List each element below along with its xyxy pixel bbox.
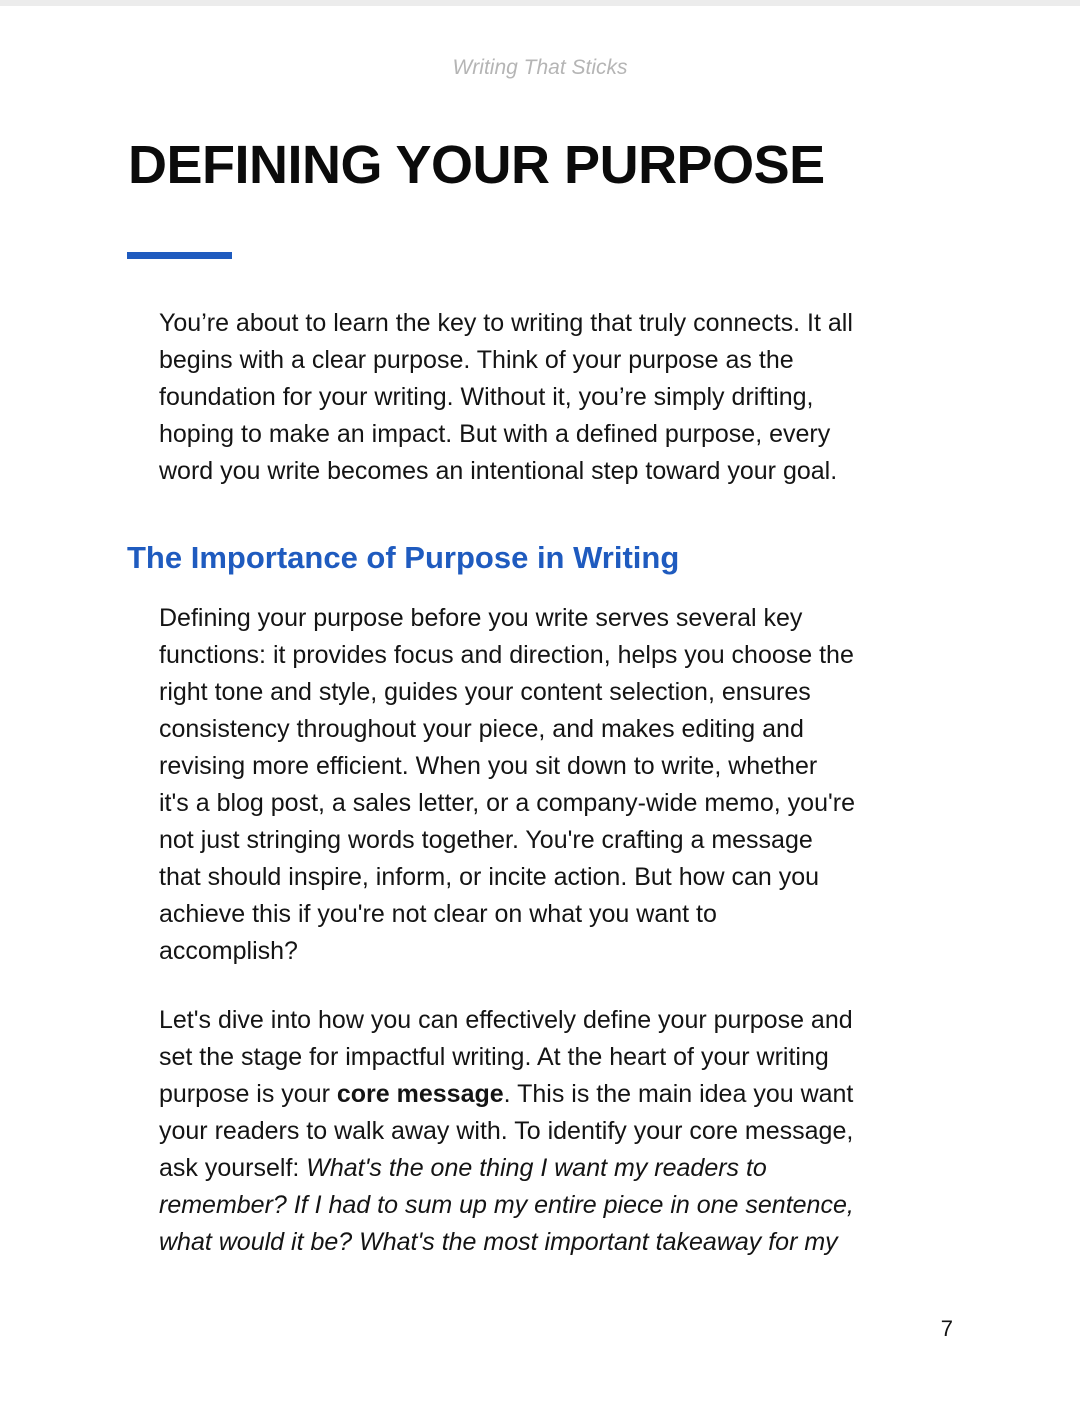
intro-line: foundation for your writing. Without it, you’re simply drifting, [159, 383, 814, 411]
question-text: remember? If I had to sum up my entire piece in one sentence, [159, 1191, 854, 1219]
body-text: ask yourself: [159, 1154, 307, 1182]
intro-line: begins with a clear purpose. Think of your purpose as the [159, 346, 794, 374]
body-line: consistency throughout your piece, and makes editing and [159, 715, 804, 743]
body-line: Defining your purpose before you write serves several key [159, 604, 803, 632]
title-underline [127, 252, 232, 259]
page-title: DEFINING YOUR PURPOSE [128, 135, 825, 195]
page-number: 7 [940, 1316, 953, 1341]
body-line: functions: it provides focus and direction, helps you choose the [159, 641, 854, 669]
running-header: Writing That Sticks [452, 56, 628, 79]
body-line: not just stringing words together. You're crafting a message [159, 826, 813, 854]
body-line: set the stage for impactful writing. At the heart of your writing [159, 1043, 829, 1071]
body-line: it's a blog post, a sales letter, or a company-wide memo, you're [159, 789, 855, 817]
body-line: achieve this if you're not clear on what you want to [159, 900, 717, 928]
intro-line: hoping to make an impact. But with a defined purpose, every [159, 420, 831, 448]
body-line [159, 1224, 959, 1261]
body-line: accomplish? [159, 937, 298, 965]
intro-line: word you write becomes an intentional step toward your goal. [159, 457, 838, 485]
intro-paragraph [159, 305, 959, 490]
body-paragraph-1 [159, 600, 959, 970]
question-text: what would it be? What's the most important takeaway for my [159, 1228, 838, 1256]
question-text: What's the one thing I want my readers to [306, 1154, 767, 1182]
body-line: your readers to walk away with. To identify your core message, [159, 1117, 854, 1145]
body-line [159, 1150, 959, 1187]
body-line [159, 1076, 959, 1113]
top-strip [0, 0, 1080, 6]
body-line: Let's dive into how you can effectively define your purpose and [159, 1006, 853, 1034]
intro-line: You’re about to learn the key to writing that truly connects. It all [159, 309, 853, 337]
core-message-emphasis: core message [336, 1080, 504, 1108]
body-paragraph-2 [159, 1002, 959, 1261]
body-text: purpose is your [159, 1080, 337, 1108]
body-text: . This is the main idea you want [503, 1080, 854, 1108]
body-line: that should inspire, inform, or incite action. But how can you [159, 863, 820, 891]
section-heading: The Importance of Purpose in Writing [127, 540, 680, 575]
body-line: right tone and style, guides your content selection, ensures [159, 678, 811, 706]
body-line [159, 1187, 959, 1224]
body-line: revising more efficient. When you sit down to write, whether [159, 752, 818, 780]
